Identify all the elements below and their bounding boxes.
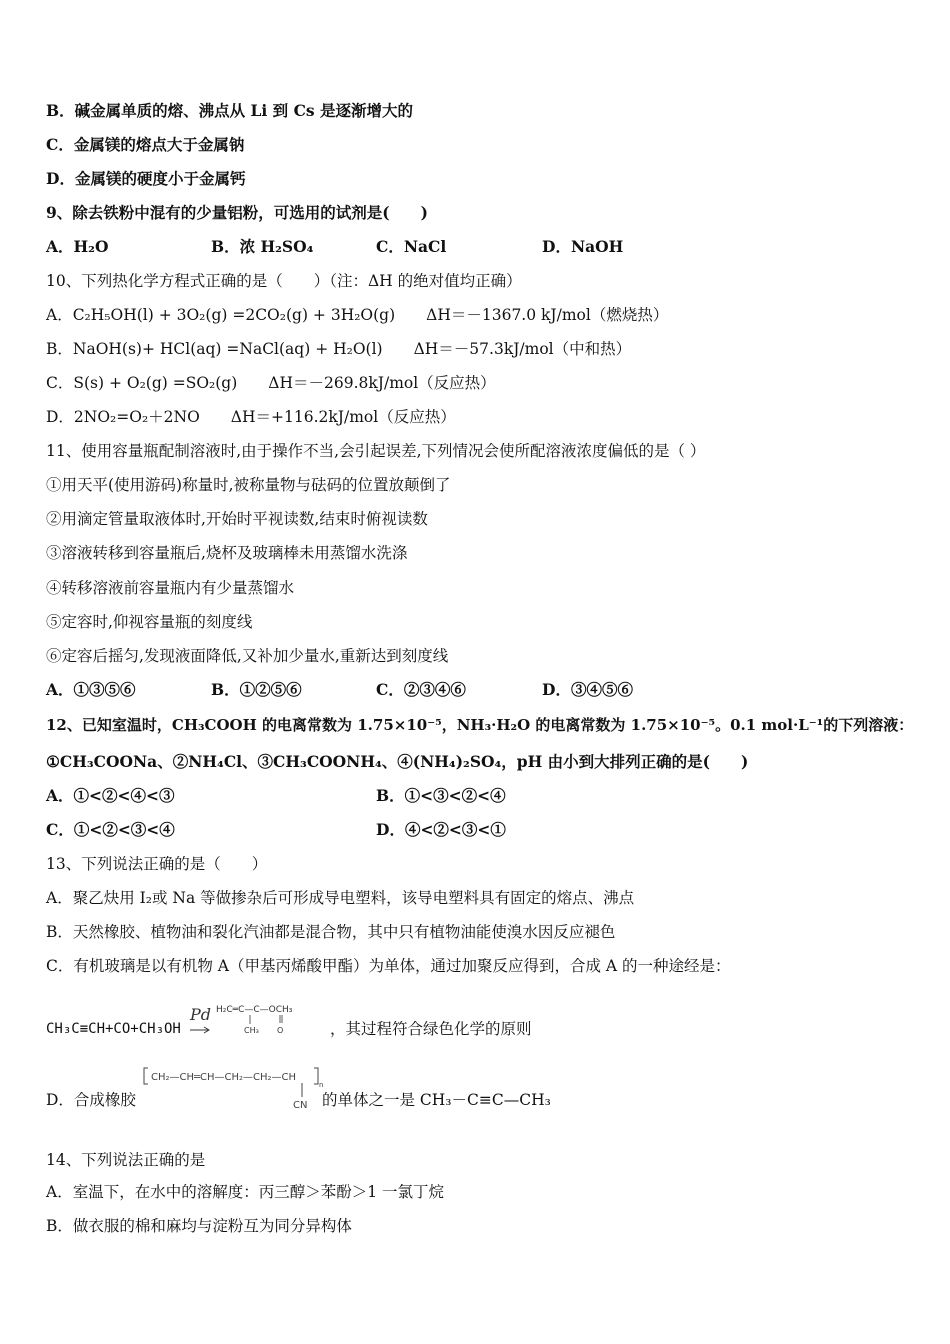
q12-option-d: D．④<②<③<① xyxy=(376,820,506,839)
q13-option-b: B．天然橡胶、植物油和裂化汽油都是混合物，其中只有植物油能使溴水因反应褪色 xyxy=(46,923,616,941)
q13c-reaction-figure xyxy=(188,1000,348,1042)
catalyst-label: Pd xyxy=(190,1005,212,1024)
q11-item-3: ③溶液转移到容量瓶后,烧杯及玻璃棒未用蒸馏水洗涤 xyxy=(46,544,408,562)
question-13: 13、下列说法正确的是（ ） xyxy=(46,855,268,873)
option-c-magnesium: C．金属镁的熔点大于金属钠 xyxy=(46,135,245,154)
polymer-right-bracket xyxy=(314,1068,318,1084)
ester-oxygen: O xyxy=(277,1026,284,1035)
q12-option-c: C．①<②<③<④ xyxy=(46,820,175,839)
q10-option-d: D．2NO₂=O₂＋2NO ΔH＝+116.2kJ/mol（反应热） xyxy=(46,408,456,426)
ester-methyl: CH₃ xyxy=(244,1026,259,1035)
q10-option-a: A．C₂H₅OH(l) + 3O₂(g) =2CO₂(g) + 3H₂O(g) ΔH＝－1367.0 kJ/mol（燃烧热） xyxy=(46,306,669,324)
q11-option-b: B．①②⑤⑥ xyxy=(211,680,302,699)
q14-option-b: B．做衣服的棉和麻均与淀粉互为同分异构体 xyxy=(46,1217,352,1235)
q9-option-b: B．浓 H₂SO₄ xyxy=(211,237,314,256)
q11-item-1: ①用天平(使用游码)称量时,被称量物与砝码的位置放颠倒了 xyxy=(46,476,451,494)
q11-option-a: A．①③⑤⑥ xyxy=(46,680,136,699)
option-b-alkali-metals: B．碱金属单质的熔、沸点从 Li 到 Cs 是逐渐增大的 xyxy=(46,101,414,120)
ester-structure: H₂C═C—C—OCH₃ xyxy=(216,1005,293,1015)
option-d-magnesium-hardness: D．金属镁的硬度小于金属钙 xyxy=(46,169,246,188)
polymer-cn-group: CN xyxy=(293,1100,308,1111)
q10-option-c: C．S(s) + O₂(g) =SO₂(g) ΔH＝－269.8kJ/mol（反应热） xyxy=(46,374,496,392)
q13-option-d-prefix: D．合成橡胶 xyxy=(46,1091,136,1109)
q9-option-c: C．NaCl xyxy=(376,237,447,256)
q11-item-4: ④转移溶液前容量瓶内有少量蒸馏水 xyxy=(46,579,295,597)
q11-option-d: D．③④⑤⑥ xyxy=(542,680,633,699)
q9-option-a: A．H₂O xyxy=(46,237,109,256)
polymer-subscript: n xyxy=(319,1081,324,1089)
q9-option-d: D．NaOH xyxy=(542,237,624,256)
question-9: 9、除去铁粉中混有的少量铝粉，可选用的试剂是( ) xyxy=(46,203,428,222)
q13-option-c: C．有机玻璃是以有机物 A（甲基丙烯酸甲酯）为单体，通过加聚反应得到，合成 A 的一种途经是： xyxy=(46,957,731,975)
q13-option-a: A．聚乙炔用 I₂或 Na 等做掺杂后可形成导电塑料，该导电塑料具有固定的熔点、沸点 xyxy=(46,889,635,907)
question-10: 10、下列热化学方程式正确的是（ ）（注：ΔH 的绝对值均正确） xyxy=(46,272,522,290)
polymer-chain: CH₂—CH═CH—CH₂—CH₂—CH xyxy=(151,1072,297,1083)
q13-option-d-monomer: 的单体之一是 CH₃－C≡C—CH₃ xyxy=(322,1091,551,1109)
q11-item-5: ⑤定容时,仰视容量瓶的刻度线 xyxy=(46,613,253,631)
q11-option-c: C．②③④⑥ xyxy=(376,680,466,699)
question-12: 12、已知室温时，CH₃COOH 的电离常数为 1.75×10⁻⁵，NH₃·H₂O 的电离常数为 1.75×10⁻⁵。0.1 mol·L⁻¹的下列溶液： xyxy=(46,716,914,734)
q11-item-6: ⑥定容后摇匀,发现液面降低,又补加少量水,重新达到刻度线 xyxy=(46,647,449,665)
polymer-left-bracket xyxy=(144,1068,148,1084)
q10-option-b: B．NaOH(s)+ HCl(aq) =NaCl(aq) + H₂O(l) ΔH＝－57.3kJ/mol（中和热） xyxy=(46,340,632,358)
q14-option-a: A．室温下，在水中的溶解度：丙三醇＞苯酚＞1 一氯丁烷 xyxy=(46,1183,444,1201)
rubber-polymer-figure xyxy=(142,1062,324,1112)
q12-option-b: B．①<③<②<④ xyxy=(376,786,506,805)
q13c-green-chemistry: ，其过程符合绿色化学的原则 xyxy=(330,1020,532,1038)
question-14: 14、下列说法正确的是 xyxy=(46,1151,206,1169)
q13c-reactants: CH₃C≡CH+CO+CH₃OH xyxy=(46,1021,181,1037)
question-12-solutions: ①CH₃COONa、②NH₄Cl、③CH₃COONH₄、④(NH₄)₂SO₄，pH 由小到大排列正确的是( ) xyxy=(46,752,749,771)
q12-option-a: A．①<②<④<③ xyxy=(46,786,175,805)
question-11: 11、使用容量瓶配制溶液时,由于操作不当,会引起误差,下列情况会使所配溶液浓度偏低的是（ ） xyxy=(46,442,706,460)
q11-item-2: ②用滴定管量取液体时,开始时平视读数,结束时俯视读数 xyxy=(46,510,428,528)
